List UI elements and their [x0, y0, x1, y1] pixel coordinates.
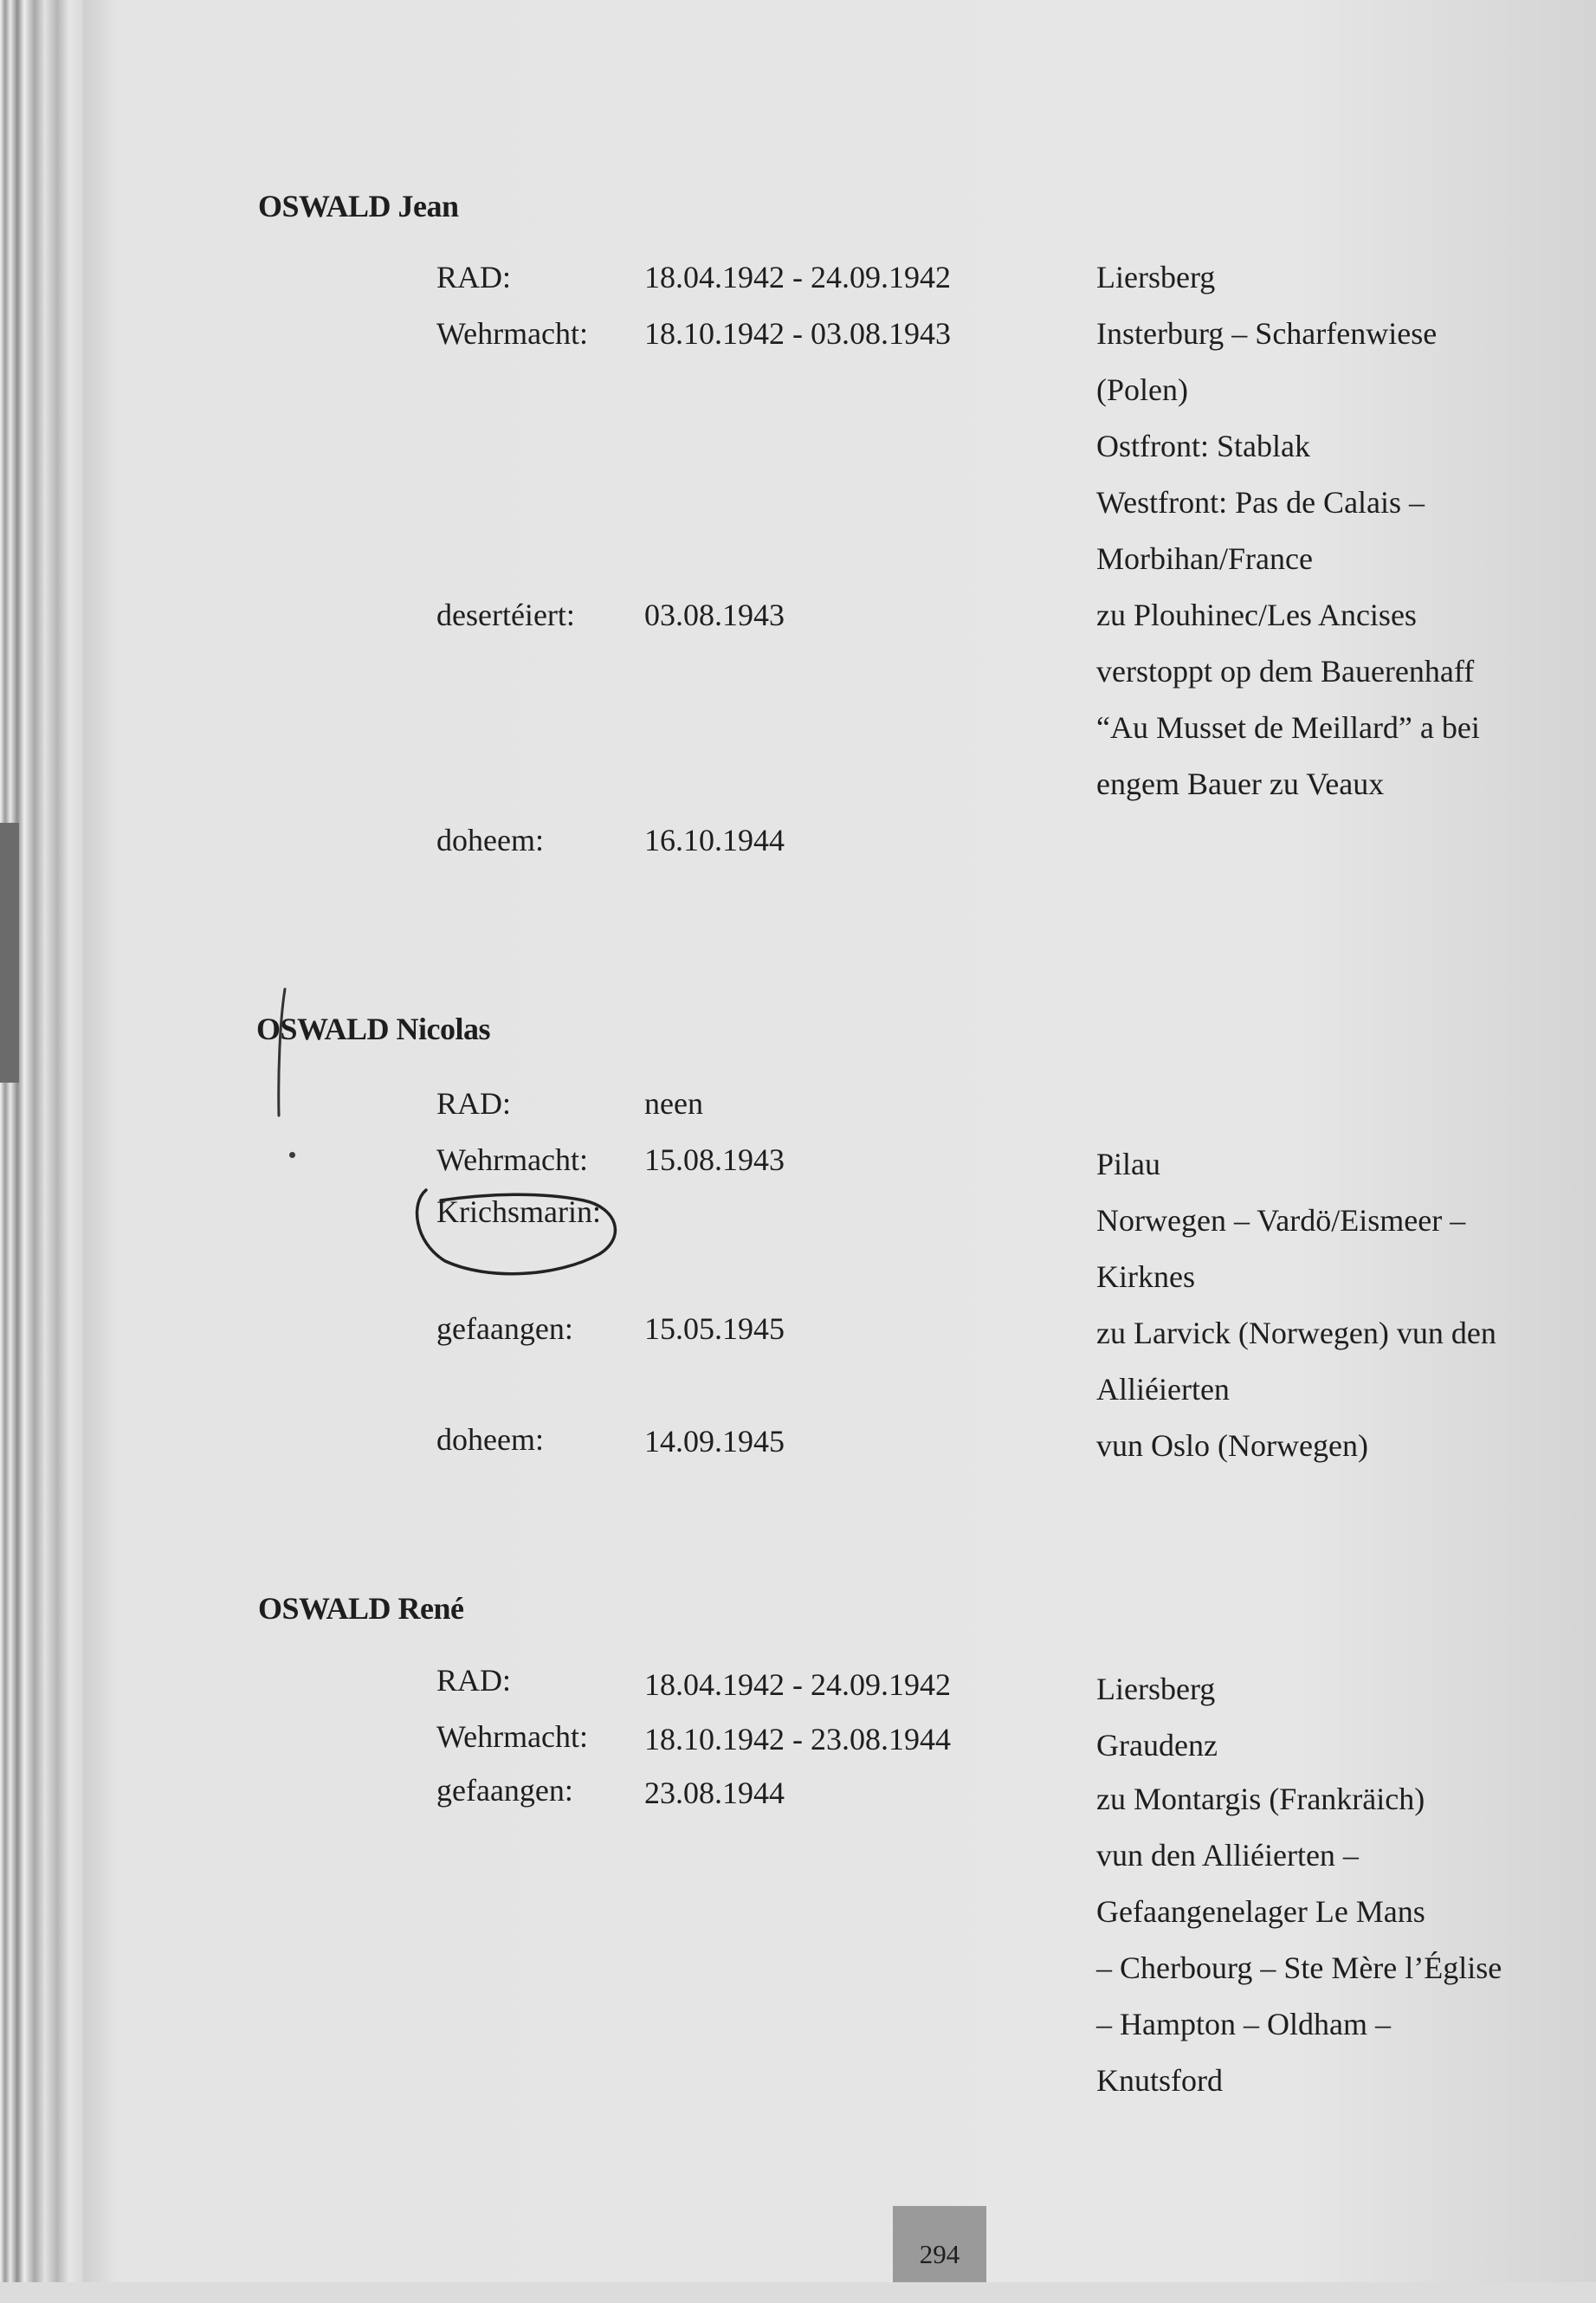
document-page	[83, 0, 1596, 2282]
service-label: RAD:	[436, 1086, 512, 1121]
service-place: verstoppt op dem Bauerenhaff	[1096, 654, 1475, 689]
service-date: 18.04.1942 - 24.09.1942	[644, 260, 951, 294]
entry-name: OSWALD Nicolas	[256, 1012, 491, 1046]
service-date: 15.05.1945	[644, 1311, 785, 1346]
service-place: engem Bauer zu Veaux	[1096, 767, 1385, 801]
service-date: 15.08.1943	[644, 1142, 785, 1177]
page-number: 294	[893, 2206, 986, 2282]
service-place: Liersberg	[1096, 1672, 1216, 1706]
service-place: – Cherbourg – Ste Mère l’Église	[1096, 1950, 1502, 1985]
service-place: Gefaangenelager Le Mans	[1096, 1894, 1425, 1929]
service-place: Graudenz	[1096, 1728, 1218, 1763]
handwritten-dot	[289, 1152, 295, 1158]
service-date: neen	[644, 1086, 703, 1121]
service-place: Pilau	[1096, 1147, 1161, 1181]
service-place: – Hampton – Oldham –	[1096, 2007, 1391, 2041]
entry-name: OSWALD René	[258, 1591, 464, 1626]
service-label: RAD:	[436, 260, 512, 294]
service-date: 16.10.1944	[644, 823, 785, 857]
service-place: Alliéierten	[1096, 1372, 1230, 1407]
page-edge-tab	[0, 823, 19, 1083]
service-label: doheem:	[436, 1422, 544, 1457]
service-label: Krichsmarin:	[436, 1194, 601, 1229]
service-place: Insterburg – Scharfenwiese	[1096, 316, 1438, 351]
service-date: 18.10.1942 - 03.08.1943	[644, 316, 951, 351]
service-label: gefaangen:	[436, 1311, 573, 1346]
entry-name: OSWALD Jean	[258, 189, 459, 223]
service-place: zu Montargis (Frankräich)	[1096, 1782, 1425, 1816]
service-place: Westfront: Pas de Calais –	[1096, 485, 1425, 520]
service-place: Ostfront: Stablak	[1096, 429, 1310, 463]
handwritten-circle-annotation	[410, 1181, 627, 1281]
service-date: 18.04.1942 - 24.09.1942	[644, 1667, 951, 1702]
service-place: “Au Musset de Meillard” a bei	[1096, 710, 1480, 745]
service-place: Norwegen – Vardö/Eismeer –	[1096, 1203, 1466, 1238]
service-label: gefaangen:	[436, 1773, 573, 1808]
service-date: 03.08.1943	[644, 598, 785, 632]
service-place: Kirknes	[1096, 1259, 1195, 1294]
service-date: 18.10.1942 - 23.08.1944	[644, 1722, 951, 1756]
service-place: vun Oslo (Norwegen)	[1096, 1428, 1368, 1463]
handwritten-margin-line	[276, 987, 287, 1117]
service-place: zu Plouhinec/Les Ancises	[1096, 598, 1417, 632]
service-label: RAD:	[436, 1663, 512, 1698]
service-label: Wehrmacht:	[436, 1719, 589, 1754]
service-label: desertéiert:	[436, 598, 575, 632]
service-place: Morbihan/France	[1096, 541, 1313, 576]
service-place: Knutsford	[1096, 2063, 1223, 2098]
service-date: 14.09.1945	[644, 1424, 785, 1459]
book-page-edges	[0, 0, 83, 2282]
service-label: doheem:	[436, 823, 544, 857]
service-place: (Polen)	[1096, 372, 1188, 407]
service-place: Liersberg	[1096, 260, 1216, 294]
service-place: vun den Alliéierten –	[1096, 1838, 1359, 1873]
service-date: 23.08.1944	[644, 1776, 785, 1810]
service-label: Wehrmacht:	[436, 1142, 589, 1177]
service-place: zu Larvick (Norwegen) vun den	[1096, 1316, 1496, 1350]
service-label: Wehrmacht:	[436, 316, 589, 351]
